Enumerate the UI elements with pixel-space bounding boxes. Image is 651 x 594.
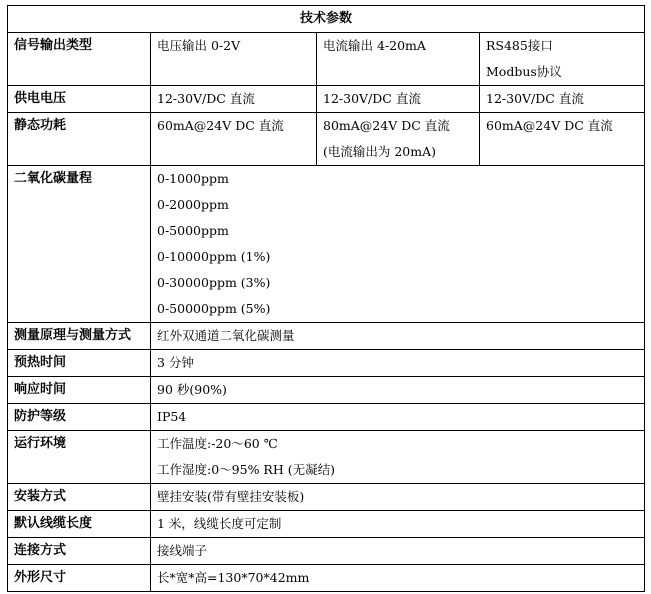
table-cell (151, 166, 645, 323)
cell-line: 60mA@24V DC 直流 (486, 118, 613, 133)
spec-table (7, 5, 645, 592)
row-label: 二氧化碳量程 (8, 166, 151, 323)
table-row (8, 484, 645, 511)
table-row (8, 377, 645, 404)
row-label: 运行环境 (8, 431, 151, 484)
cell-line: 0-2000ppm (157, 197, 229, 212)
table-cell (151, 113, 317, 166)
cell-line: (电流输出为 20mA) (323, 144, 437, 159)
cell-line: 0-10000ppm (1%) (157, 249, 271, 264)
row-label: 安装方式 (8, 484, 151, 511)
row-label: 预热时间 (8, 350, 151, 377)
table-row (8, 33, 645, 86)
cell-line: 0-50000ppm (5%) (157, 301, 271, 316)
table-row (8, 86, 645, 113)
row-label: 测量原理与测量方式 (8, 323, 151, 350)
table-cell: 90 秒(90%) (151, 377, 645, 404)
table-cell: 12-30V/DC 直流 (317, 86, 480, 113)
table-row (8, 431, 645, 484)
table-cell (317, 113, 480, 166)
row-label: 响应时间 (8, 377, 151, 404)
cell-line: RS485接口 (486, 38, 553, 53)
table-cell: 接线端子 (151, 538, 645, 565)
cell-line: 电流输出 4-20mA (323, 38, 426, 53)
table-cell (151, 431, 645, 484)
cell-line: 60mA@24V DC 直流 (157, 118, 284, 133)
table-cell: 1 米，线缆长度可定制 (151, 511, 645, 538)
table-cell: 长*宽*高=130*70*42mm (151, 565, 645, 592)
cell-line: 0-1000ppm (157, 171, 229, 186)
table-row (8, 404, 645, 431)
table-cell (480, 33, 645, 86)
table-title: 技术参数 (8, 6, 645, 33)
row-label: 防护等级 (8, 404, 151, 431)
table-cell (317, 33, 480, 86)
cell-line: 0-30000ppm (3%) (157, 275, 271, 290)
table-cell (480, 113, 645, 166)
cell-line: 0-5000ppm (157, 223, 229, 238)
table-cell: 3 分钟 (151, 350, 645, 377)
row-label: 静态功耗 (8, 113, 151, 166)
row-label: 默认线缆长度 (8, 511, 151, 538)
table-row (8, 166, 645, 323)
cell-line: 电压输出 0-2V (157, 38, 241, 53)
title-row (8, 6, 645, 33)
table-row (8, 323, 645, 350)
table-row (8, 113, 645, 166)
table-cell: 红外双通道二氧化碳测量 (151, 323, 645, 350)
table-row (8, 350, 645, 377)
row-label: 外形尺寸 (8, 565, 151, 592)
cell-line: 80mA@24V DC 直流 (323, 118, 450, 133)
table-cell: 12-30V/DC 直流 (151, 86, 317, 113)
table-row (8, 511, 645, 538)
table-row (8, 538, 645, 565)
table-cell: IP54 (151, 404, 645, 431)
cell-line: 工作温度:-20～60 ℃ (157, 436, 278, 451)
table-row (8, 565, 645, 592)
table-cell: 12-30V/DC 直流 (480, 86, 645, 113)
row-label: 信号输出类型 (8, 33, 151, 86)
table-cell (151, 33, 317, 86)
cell-line: Modbus协议 (486, 64, 562, 79)
cell-line: 工作湿度:0～95% RH (无凝结) (157, 462, 335, 477)
table-cell: 壁挂安装(带有壁挂安装板) (151, 484, 645, 511)
row-label: 连接方式 (8, 538, 151, 565)
row-label: 供电电压 (8, 86, 151, 113)
